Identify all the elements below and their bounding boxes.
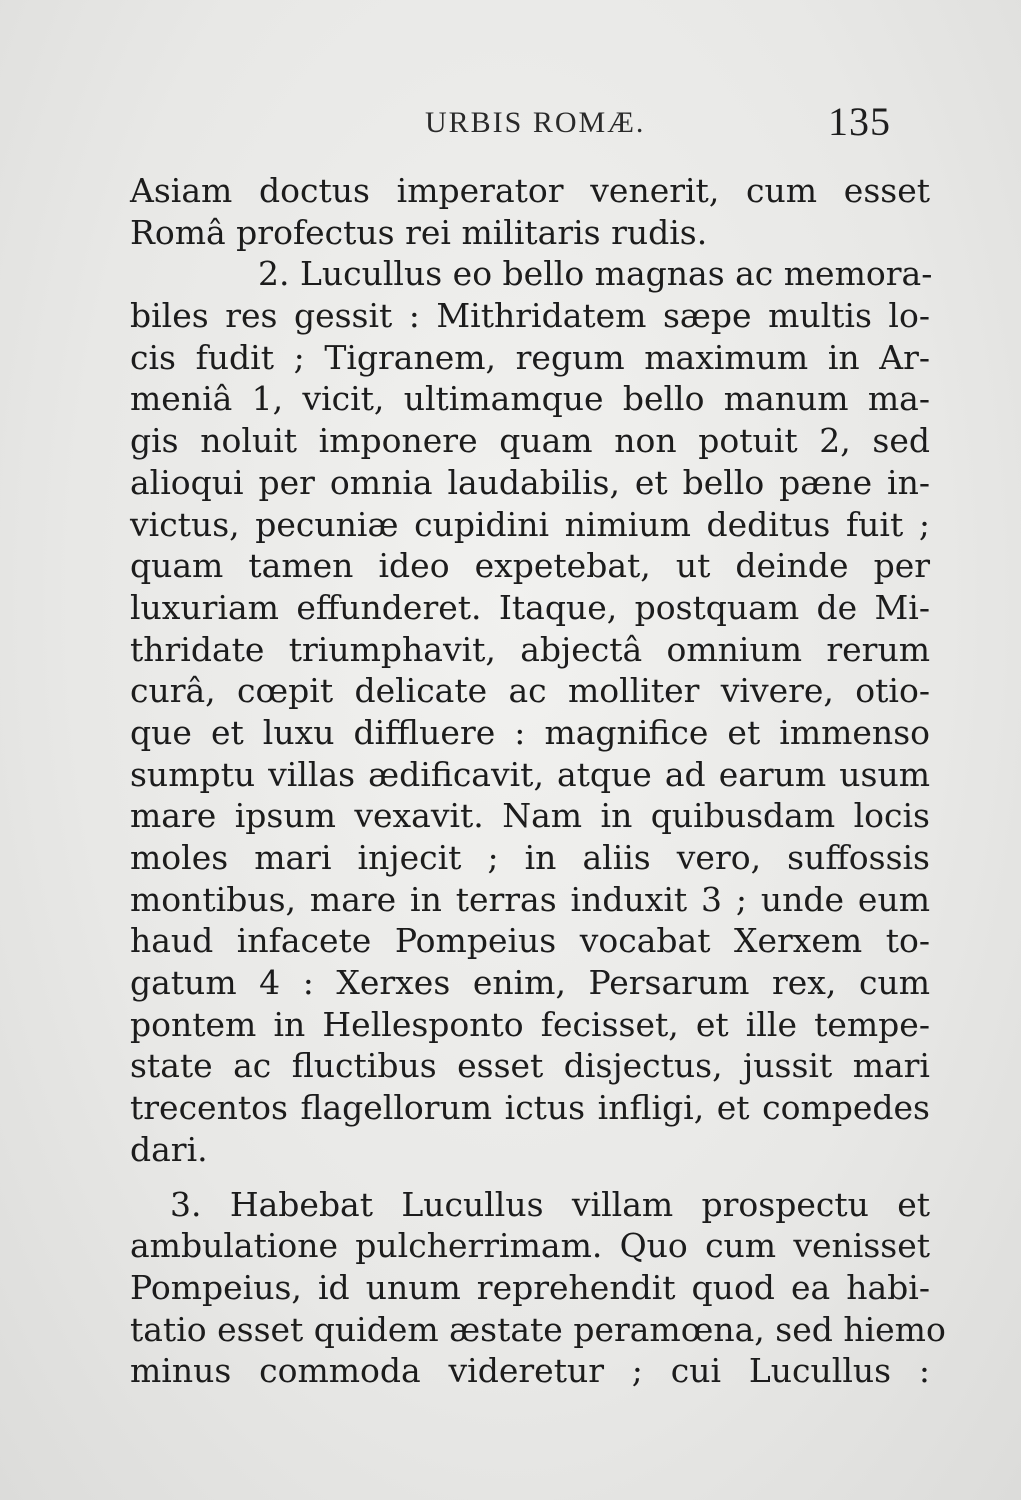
text-line: Româ profectus rei militaris rudis. — [130, 212, 708, 252]
text-line: dari. — [130, 1129, 208, 1169]
text-line: que et luxu diffluere : magnifice et immenso — [130, 712, 930, 752]
text-line: 3. Habebat Lucullus villam prospectu et — [170, 1184, 930, 1224]
text-line: curâ, cœpit delicate ac molliter vivere, otio- — [130, 671, 930, 711]
paragraph-continuation — [130, 170, 930, 253]
text-line: quam tamen ideo expetebat, ut deinde per — [130, 546, 930, 586]
page-number: 135 — [828, 99, 891, 144]
text-line: mare ipsum vexavit. Nam in quibusdam locis — [130, 796, 930, 836]
paragraph-section-2 — [130, 253, 933, 1170]
paragraph-gap — [130, 1171, 930, 1184]
text-line: thridate triumphavit, abjectâ omnium rerum — [130, 629, 930, 669]
text-line: haud infacete Pompeius vocabat Xerxem to- — [130, 921, 930, 961]
text-line: alioqui per omnia laudabilis, et bello pæne in- — [130, 462, 930, 502]
text-line: luxuriam effunderet. Itaque, postquam de Mi- — [130, 587, 930, 627]
text-line: meniâ 1, vicit, ultimamque bello manum ma- — [130, 379, 930, 419]
running-head: URBIS ROMÆ. — [425, 106, 646, 139]
text-line: victus, pecuniæ cupidini nimium deditus fuit ; — [130, 504, 930, 544]
text-line: tatio esset quidem æstate peramœna, sed hiemo — [130, 1309, 946, 1349]
paragraph-section-3 — [130, 1184, 946, 1392]
text-line: montibus, mare in terras induxit 3 ; unde eum — [130, 879, 930, 919]
text-line: gis noluit imponere quam non potuit 2, sed — [130, 421, 930, 461]
text-line: gatum 4 : Xerxes enim, Persarum rex, cum — [130, 963, 930, 1003]
text-line: Pompeius, id unum reprehendit quod ea habi- — [130, 1267, 930, 1307]
text-line: moles mari injecit ; in aliis vero, suffossis — [130, 838, 930, 877]
text-line: Asiam doctus imperator venerit, cum esset — [130, 171, 930, 210]
text-line: biles res gessit : Mithridatem sæpe multis lo- — [130, 296, 930, 336]
text-line: trecentos flagellorum ictus infligi, et compedes — [130, 1088, 930, 1128]
text-line: minus commoda videretur ; cui Lucullus : — [130, 1351, 930, 1391]
text-line: 2. Lucullus eo bello magnas ac memora- — [258, 254, 933, 294]
text-line: pontem in Hellesponto fecisset, et ille tempe- — [130, 1004, 930, 1044]
text-line: ambulatione pulcherrimam. Quo cum venisset — [130, 1226, 930, 1266]
page-header — [0, 98, 1021, 148]
text-line: state ac fluctibus esset disjectus, jussit mari — [130, 1046, 930, 1086]
text-line: cis fudit ; Tigranem, regum maximum in Ar- — [130, 337, 930, 377]
text-line: sumptu villas ædificavit, atque ad earum usum — [130, 754, 930, 794]
page-body — [130, 170, 946, 1392]
